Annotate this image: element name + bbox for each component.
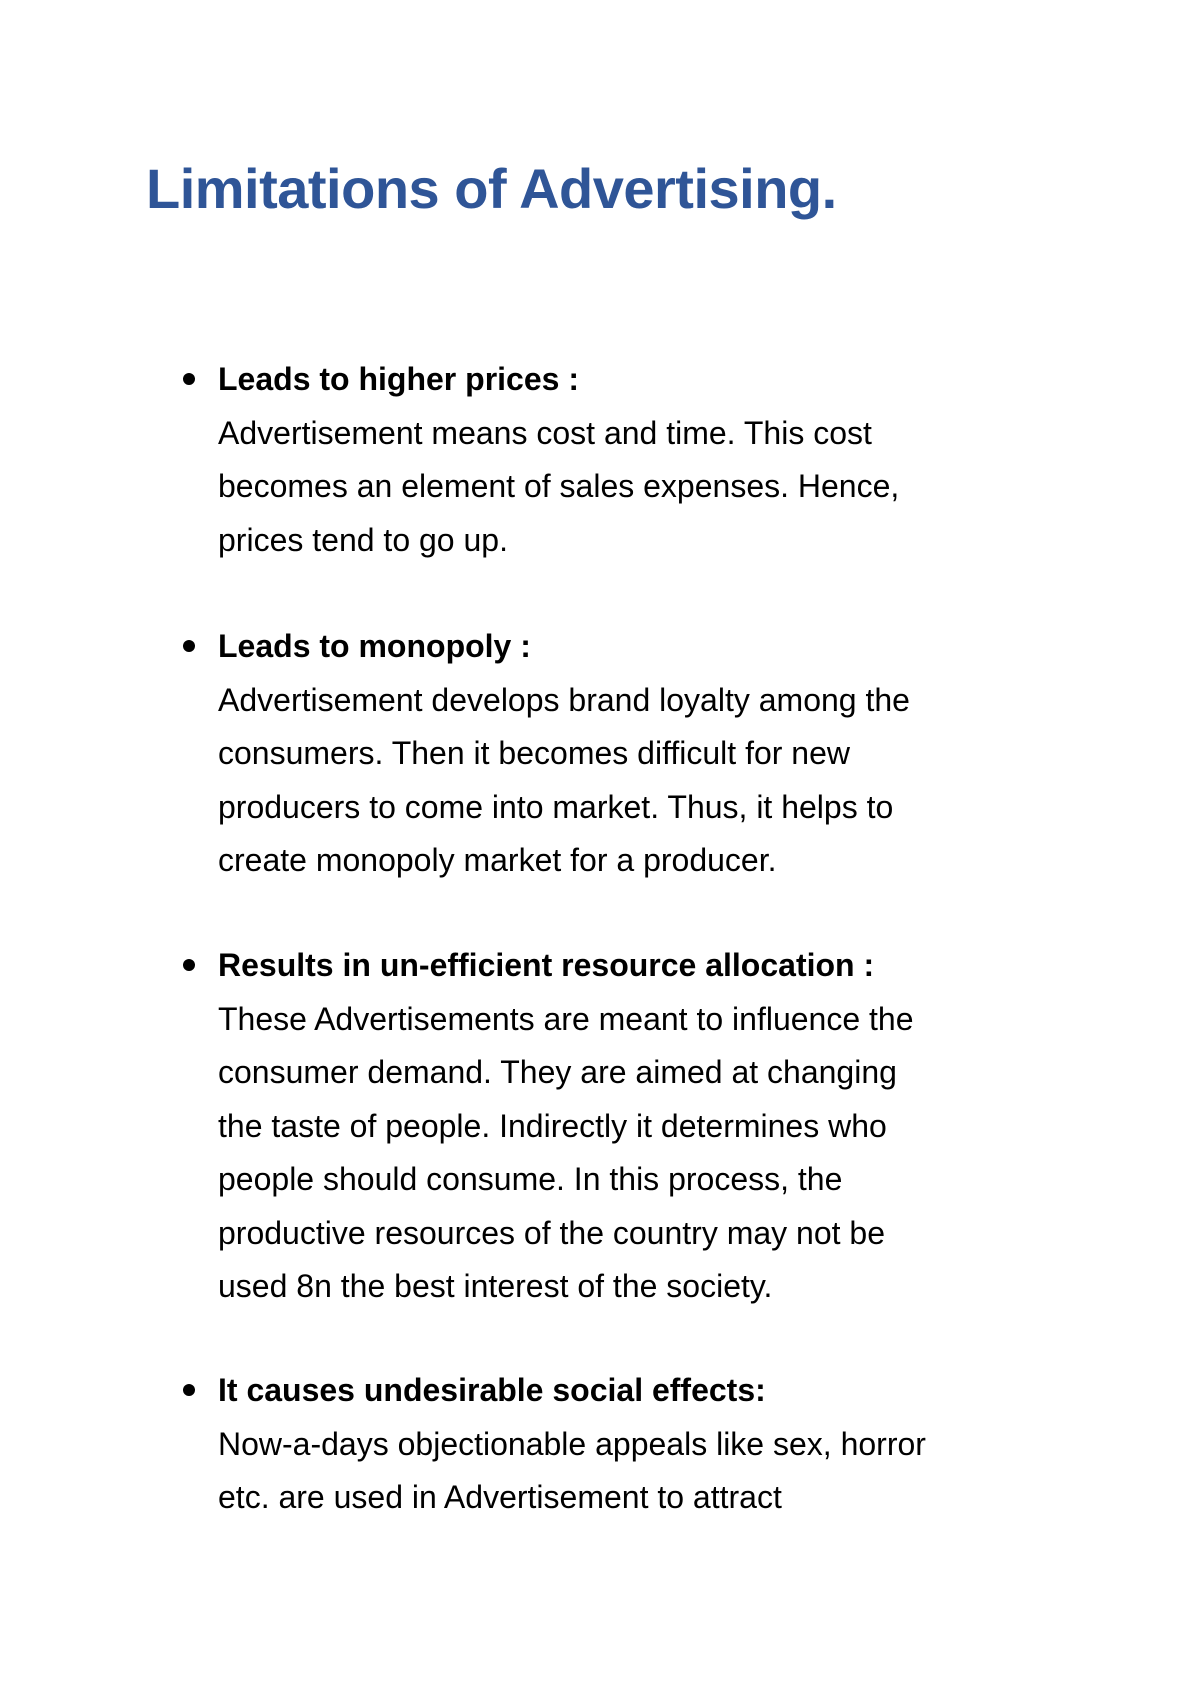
item-heading: Results in un-efficient resource allocation :	[218, 947, 875, 983]
bullet-icon	[183, 959, 195, 971]
item-text-line: etc. are used in Advertisement to attract	[218, 1479, 782, 1515]
list-item	[218, 939, 1068, 1314]
item-text-line: used 8n the best interest of the society.	[218, 1268, 773, 1304]
item-heading: It causes undesirable social effects:	[218, 1372, 766, 1408]
bullet-icon	[183, 640, 195, 652]
item-text-line: These Advertisements are meant to influence the	[218, 1000, 914, 1037]
list-item	[218, 1364, 1068, 1525]
page-title: Limitations of Advertising.	[146, 157, 837, 220]
item-text-line: Now-a-days objectionable appeals like sex, horror	[218, 1425, 926, 1462]
item-heading: Leads to monopoly :	[218, 628, 531, 664]
item-text-line: prices tend to go up.	[218, 521, 508, 558]
item-text-line: Advertisement means cost and time. This cost	[218, 414, 872, 451]
item-text-line: consumers. Then it becomes difficult for new	[218, 735, 850, 771]
item-text-line: people should consume. In this process, the	[218, 1161, 843, 1197]
bullet-icon	[183, 1384, 195, 1396]
list-item	[218, 353, 1068, 567]
item-text-line: Advertisement develops brand loyalty among the	[218, 681, 910, 718]
item-text-line: producers to come into market. Thus, it helps to	[218, 788, 894, 825]
item-text-line: the taste of people. Indirectly it determines who	[218, 1107, 887, 1144]
item-heading: Leads to higher prices :	[218, 361, 579, 397]
item-text-line: consumer demand. They are aimed at changing	[218, 1054, 897, 1090]
list-item	[218, 620, 1068, 888]
item-text-line: becomes an element of sales expenses. Hence,	[218, 468, 900, 504]
item-text-line: create monopoly market for a producer.	[218, 842, 777, 878]
item-text-line: productive resources of the country may not be	[218, 1214, 886, 1251]
bullet-icon	[183, 373, 195, 385]
